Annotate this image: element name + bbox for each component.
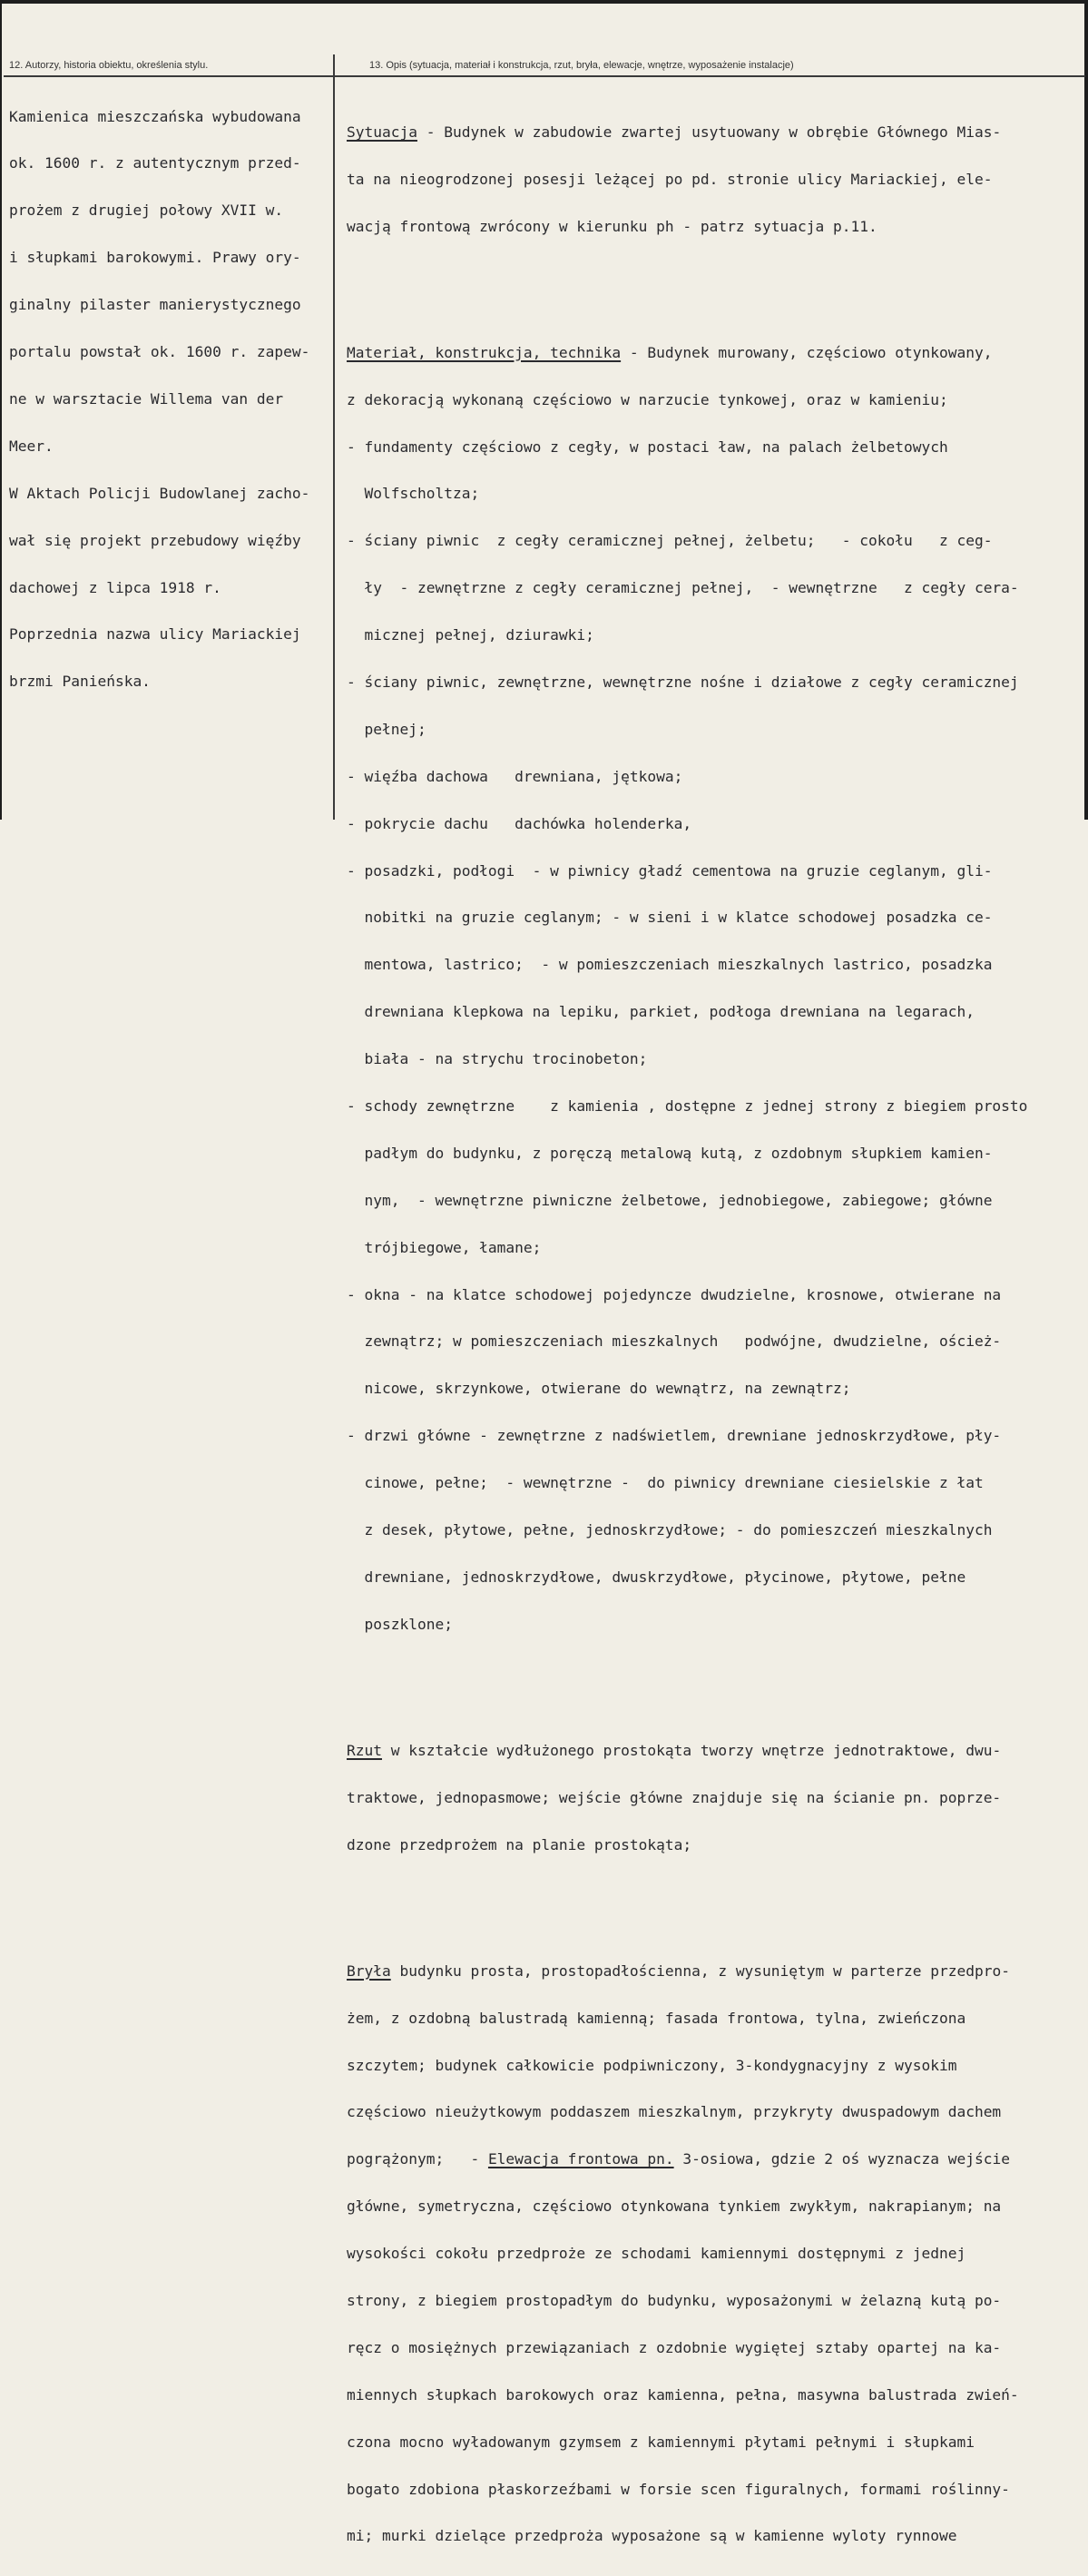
section-bryla-line: mi; murki dzielące przedproża wyposażone są w kamienne wyloty rynnowe <box>347 2527 957 2545</box>
field-13-label: 13. Opis (sytuacja, materiał i konstrukcja, rzut, bryła, elewacje, wnętrze, wyposażenie instalacje) <box>369 60 794 71</box>
section-heading: Bryła <box>347 1961 391 1980</box>
section-material-line: padłym do budynku, z poręczą metalową kutą, z ozdobnym słupkiem kamien- <box>347 1144 993 1162</box>
history-line: prożem z drugiej połowy XVII w. <box>9 202 284 220</box>
history-line: Kamienica mieszczańska wybudowana <box>9 107 301 125</box>
section-material-line: - schody zewnętrzne z kamienia , dostępne z jednej strony z biegiem prosto <box>347 1097 1028 1115</box>
section-material-line: z desek, płytowe, pełne, jednoskrzydłowe; - do pomieszczeń mieszkalnych <box>347 1521 993 1539</box>
section-sytuacja-line: ta na nieogrodzonej posesji leżącej po pd. stronie ulicy Mariackiej, ele- <box>347 170 993 188</box>
page-edge-right <box>1084 0 1088 820</box>
section-bryla-line: ręcz o mosiężnych przewiązaniach z ozdobnie wygiętej sztaby opartej na ka- <box>347 2338 1002 2356</box>
section-material-line: biała - na strychu trocinobeton; <box>347 1050 648 1068</box>
section-bryla-line: czona mocno wyładowanym gzymsem z kamiennymi płytami pełnymi i słupkami <box>347 2433 975 2451</box>
section-bryla-line: szczytem; budynek całkowicie podpiwniczony, 3-kondygnacyjny z wysokim <box>347 2056 957 2074</box>
history-line: i słupkami barokowymi. Prawy ory- <box>9 249 301 267</box>
field-12-label: 12. Autorzy, historia obiektu, określenia stylu. <box>9 60 209 71</box>
section-material-line: ły - zewnętrzne z cegły ceramicznej pełnej, - wewnętrzne z cegły cera- <box>347 579 1019 597</box>
section-material-line: - pokrycie dachu dachówka holenderka, <box>347 814 692 832</box>
section-material-line: z dekoracją wykonaną częściowo w narzucie tynkowej, oraz w kamieniu; <box>347 390 948 408</box>
history-line: Meer. <box>9 437 54 455</box>
section-bryla-line: miennych słupkach barokowych oraz kamienna, pełna, masywna balustrada zwień- <box>347 2385 1019 2404</box>
section-rzut-line: dzone przedprożem na planie prostokąta; <box>347 1835 692 1853</box>
section-sytuacja-line: Sytuacja - Budynek w zabudowie zwartej usytuowany w obrębie Głównego Mias- <box>347 123 1002 141</box>
section-material-line: Materiał, konstrukcja, technika - Budynek murowany, częściowo otynkowany, <box>347 343 993 361</box>
section-material-line: - posadzki, podłogi - w piwnicy gładź cementowa na gruzie ceglanym, gli- <box>347 861 993 880</box>
section-rzut-line: traktowe, jednopasmowe; wejście główne znajduje się na ścianie pn. poprze- <box>347 1788 1002 1806</box>
history-line: ne w warsztacie Willema van der <box>9 389 284 408</box>
section-material-line: poszklone; <box>347 1615 453 1633</box>
section-bryla-line: wysokości cokołu przedproże ze schodami kamiennymi dostępnymi z jednej <box>347 2245 966 2263</box>
section-material-line: Wolfscholtza; <box>347 485 480 503</box>
paragraph-gap <box>347 1664 1082 1680</box>
section-heading: Rzut <box>347 1741 382 1759</box>
section-material-line: - ściany piwnic z cegły ceramicznej pełnej, żelbetu; - cokołu z ceg- <box>347 532 993 550</box>
section-material-line: - ściany piwnic, zewnętrzne, wewnętrzne nośne i działowe z cegły ceramicznej <box>347 673 1019 691</box>
section-material-line: - fundamenty częściowo z cegły, w postaci ław, na palach żelbetowych <box>347 438 948 456</box>
section-bryla-line: częściowo nieużytkowym poddaszem mieszkalnym, przykryty dwuspadowym dachem <box>347 2103 1002 2121</box>
section-bryla-line: bogato zdobiona płaskorzeźbami w forsie scen figuralnych, formami roślinny- <box>347 2480 1010 2498</box>
description-text <box>347 77 1082 2575</box>
section-material-line: nym, - wewnętrzne piwniczne żelbetowe, jednobiegowe, zabiegowe; główne <box>347 1191 993 1209</box>
section-material-line: drewniane, jednoskrzydłowe, dwuskrzydłowe, płycinowe, płytowe, pełne <box>347 1568 966 1586</box>
section-bryla-line: żem, z ozdobną balustradą kamienną; fasada frontowa, tylna, zwieńczona <box>347 2009 966 2027</box>
section-material-line: pełnej; <box>347 720 426 738</box>
section-material-line: zewnątrz; w pomieszczeniach mieszkalnych podwójne, dwudzielne, oścież- <box>347 1332 1002 1351</box>
section-material-line: cinowe, pełne; - wewnętrzne - do piwnicy drewniane ciesielskie z łat <box>347 1474 984 1492</box>
history-line: Poprzednia nazwa ulicy Mariackiej <box>9 625 301 644</box>
section-material-line: nobitki na gruzie ceglanym; - w sieni i w klatce schodowej posadzka ce- <box>347 909 993 927</box>
sub-heading: Elewacja frontowa pn. <box>487 2150 674 2168</box>
section-material-line: - więźba dachowa drewniana, jętkowa; <box>347 767 683 785</box>
page-edge-left <box>0 0 2 820</box>
history-line: brzmi Panieńska. <box>9 673 151 691</box>
history-line: dachowej z lipca 1918 r. <box>9 578 221 596</box>
history-text <box>9 77 328 721</box>
section-sytuacja-line: wacją frontową zwrócony w kierunku ph - patrz sytuacja p.11. <box>347 217 877 235</box>
section-bryla-line: strony, z biegiem prostopadłym do budynku, wyposażonymi w żelazną kutą po- <box>347 2291 1002 2309</box>
section-heading: Materiał, konstrukcja, technika <box>347 343 622 361</box>
section-material-line: nicowe, skrzynkowe, otwierane do wewnątrz, na zewnątrz; <box>347 1380 851 1398</box>
paragraph-gap <box>347 1884 1082 1901</box>
history-line: portalu powstał ok. 1600 r. zapew- <box>9 343 310 361</box>
section-material-line: trójbiegowe, łamane; <box>347 1238 542 1256</box>
history-line: W Aktach Policji Budowlanej zacho- <box>9 484 310 502</box>
section-bryla-line: główne, symetryczna, częściowo otynkowana tynkiem zwykłym, nakrapianym; na <box>347 2197 1002 2216</box>
section-heading: Sytuacja <box>347 123 417 141</box>
section-material-line: mentowa, lastrico; - w pomieszczeniach mieszkalnych lastrico, posadzka <box>347 956 993 974</box>
section-material-line: drewniana klepkowa na lepiku, parkiet, podłoga drewniana na legarach, <box>347 1003 975 1021</box>
section-bryla-line: pogrążonym; - Elewacja frontowa pn. 3-osiowa, gdzie 2 oś wyznacza wejście <box>347 2150 1010 2168</box>
column-divider <box>333 54 335 820</box>
history-line: ginalny pilaster manierystycznego <box>9 296 301 314</box>
section-material-line: - okna - na klatce schodowej pojedyncze dwudzielne, krosnowe, otwierane na <box>347 1285 1002 1303</box>
history-line: wał się projekt przebudowy więźby <box>9 531 301 549</box>
paragraph-gap <box>347 266 1082 282</box>
section-material-line: micznej pełnej, dziurawki; <box>347 626 594 644</box>
section-material-line: - drzwi główne - zewnętrzne z nadświetlem, drewniane jednoskrzydłowe, pły- <box>347 1427 1002 1445</box>
section-rzut-line: Rzut w kształcie wydłużonego prostokąta tworzy wnętrze jednotraktowe, dwu- <box>347 1741 1002 1759</box>
page-edge-top <box>0 0 1088 4</box>
history-line: ok. 1600 r. z autentycznym przed- <box>9 154 301 172</box>
section-bryla-line: Bryła budynku prosta, prostopadłościenna, z wysuniętym w parterze przedpro- <box>347 1961 1010 1980</box>
